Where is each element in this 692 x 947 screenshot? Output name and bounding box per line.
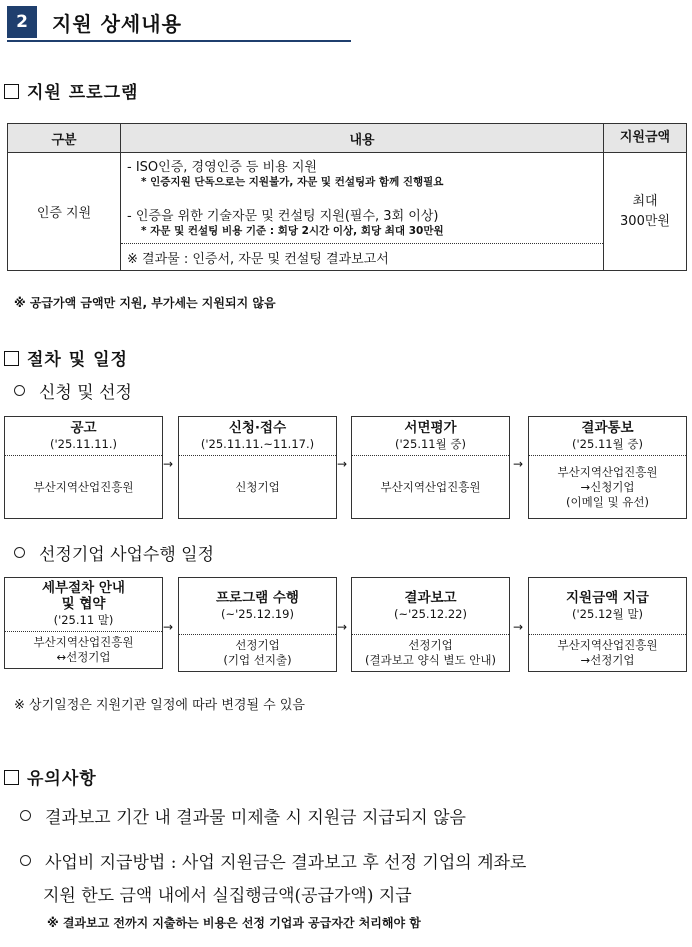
content-note-2: * 자문 및 컨설팅 비용 기준 : 회당 2시간 이상, 회당 최대 30만원 xyxy=(141,225,444,237)
flow1-step-4 xyxy=(528,416,687,519)
table-cell-content xyxy=(121,153,604,271)
flow-arrow-icon: → xyxy=(513,620,524,634)
flow-step-title: 결과보고 xyxy=(404,590,457,606)
circle-bullet-icon xyxy=(20,810,31,821)
flow-step-title: 프로그램 수행 xyxy=(216,590,299,606)
section-underline xyxy=(7,40,351,42)
content-note-1: * 인증지원 단독으로는 지원불가, 자문 및 컨설팅과 함께 진행필요 xyxy=(141,176,444,188)
table-cell-category: 인증 지원 xyxy=(8,153,121,271)
flow-step-body: 선정기업 xyxy=(408,638,453,652)
amount-line-2: 300만원 xyxy=(620,213,670,229)
section-title: 지원 상세내용 xyxy=(52,12,182,36)
caution-heading: 유의사항 xyxy=(4,764,97,789)
schedule-sub-2: 선정기업 사업수행 일정 xyxy=(14,540,214,565)
checkbox-square-icon xyxy=(4,84,19,99)
table-header-category: 구분 xyxy=(8,124,121,153)
flow-step-body: 신청기업 xyxy=(235,479,280,494)
schedule-note: ※ 상기일정은 지원기관 일정에 따라 변경될 수 있음 xyxy=(14,698,305,713)
flow1-step-1 xyxy=(4,416,163,519)
table-header-amount: 지원금액 xyxy=(604,124,687,153)
flow-arrow-icon: → xyxy=(337,457,348,471)
flow-step-title-2: 및 협약 xyxy=(61,596,106,612)
flow-step-body: ↔선정기업 xyxy=(56,650,111,664)
circle-bullet-icon xyxy=(20,855,31,866)
flow2-step-3 xyxy=(351,577,510,672)
flow2-step-1 xyxy=(4,577,163,669)
flow-step-title: 결과통보 xyxy=(581,420,634,436)
program-table xyxy=(7,123,687,271)
checkbox-square-icon xyxy=(4,351,19,366)
checkbox-square-icon xyxy=(4,770,19,785)
schedule-heading: 절차 및 일정 xyxy=(4,345,128,370)
section-number: 2 xyxy=(7,6,37,38)
table-header-content: 내용 xyxy=(121,124,604,153)
flow-step-date: ('25.11 말) xyxy=(53,613,114,627)
caution-item-2-cont: 지원 한도 금액 내에서 실집행금액(공급가액) 지급 xyxy=(43,886,412,906)
program-heading: 지원 프로그램 xyxy=(4,78,138,103)
flow1-step-3 xyxy=(351,416,510,519)
flow-step-body: →신청기업 xyxy=(580,479,635,494)
flow-step-title: 신청·접수 xyxy=(228,420,287,436)
content-item-1: - ISO인증, 경영인증 등 비용 지원 xyxy=(127,160,317,175)
flow-step-body: (결과보고 양식 별도 안내) xyxy=(364,653,497,667)
flow-step-date: (~'25.12.19) xyxy=(221,607,294,621)
flow-step-body: →선정기업 xyxy=(580,653,635,667)
flow1-step-2 xyxy=(178,416,337,519)
flow-step-title: 세부절차 안내 xyxy=(42,580,125,596)
flow-step-body: 부산지역산업진흥원 xyxy=(380,479,481,494)
flow-step-date: ('25.12월 말) xyxy=(572,607,643,621)
flow-step-date: ('25.11.11.) xyxy=(49,437,117,451)
flow-arrow-icon: → xyxy=(163,457,174,471)
flow-step-title: 공고 xyxy=(70,420,97,436)
caution-item-2: 사업비 지급방법 : 사업 지원금은 결과보고 후 선정 기업의 계좌로 xyxy=(20,848,526,873)
circle-bullet-icon xyxy=(14,547,25,558)
flow-step-body: (기업 선지출) xyxy=(223,653,292,667)
flow-arrow-icon: → xyxy=(163,620,174,634)
flow-step-body: 선정기업 xyxy=(235,638,280,652)
flow-step-body: (이메일 및 유선) xyxy=(566,494,649,509)
flow-step-date: ('25.11월 중) xyxy=(395,437,466,451)
flow2-step-2 xyxy=(178,577,337,672)
flow-step-body: 부산지역산업진흥원 xyxy=(33,635,134,649)
program-footnote: ※ 공급가액 금액만 지원, 부가세는 지원되지 않음 xyxy=(14,296,276,310)
caution-note: ※ 결과보고 전까지 지출하는 비용은 선정 기업과 공급자간 처리해야 함 xyxy=(47,916,421,930)
flow-step-date: ('25.11월 중) xyxy=(572,437,643,451)
flow-step-title: 지원금액 지급 xyxy=(566,590,649,606)
caution-item-1: 결과보고 기간 내 결과물 미제출 시 지원금 지급되지 않음 xyxy=(20,803,466,828)
flow-step-date: ('25.11.11.~11.17.) xyxy=(200,437,315,451)
flow2-step-4 xyxy=(528,577,687,672)
flow-step-date: (~'25.12.22) xyxy=(394,607,467,621)
flow-arrow-icon: → xyxy=(513,457,524,471)
flow-step-body: 부산지역산업진흥원 xyxy=(33,479,134,494)
flow-step-body: 부산지역산업진흥원 xyxy=(557,464,658,479)
flow-arrow-icon: → xyxy=(337,620,348,634)
schedule-sub-1: 신청 및 선정 xyxy=(14,378,132,403)
amount-line-1: 최대 xyxy=(632,193,658,209)
content-result: ※ 결과물 : 인증서, 자문 및 컨설팅 결과보고서 xyxy=(121,243,603,270)
flow-step-title: 서면평가 xyxy=(404,420,457,436)
circle-bullet-icon xyxy=(14,385,25,396)
flow-step-body: 부산지역산업진흥원 xyxy=(557,638,658,652)
content-item-2: - 인증을 위한 기술자문 및 컨설팅 지원(필수, 3회 이상) xyxy=(127,209,439,224)
table-cell-amount xyxy=(604,153,687,271)
